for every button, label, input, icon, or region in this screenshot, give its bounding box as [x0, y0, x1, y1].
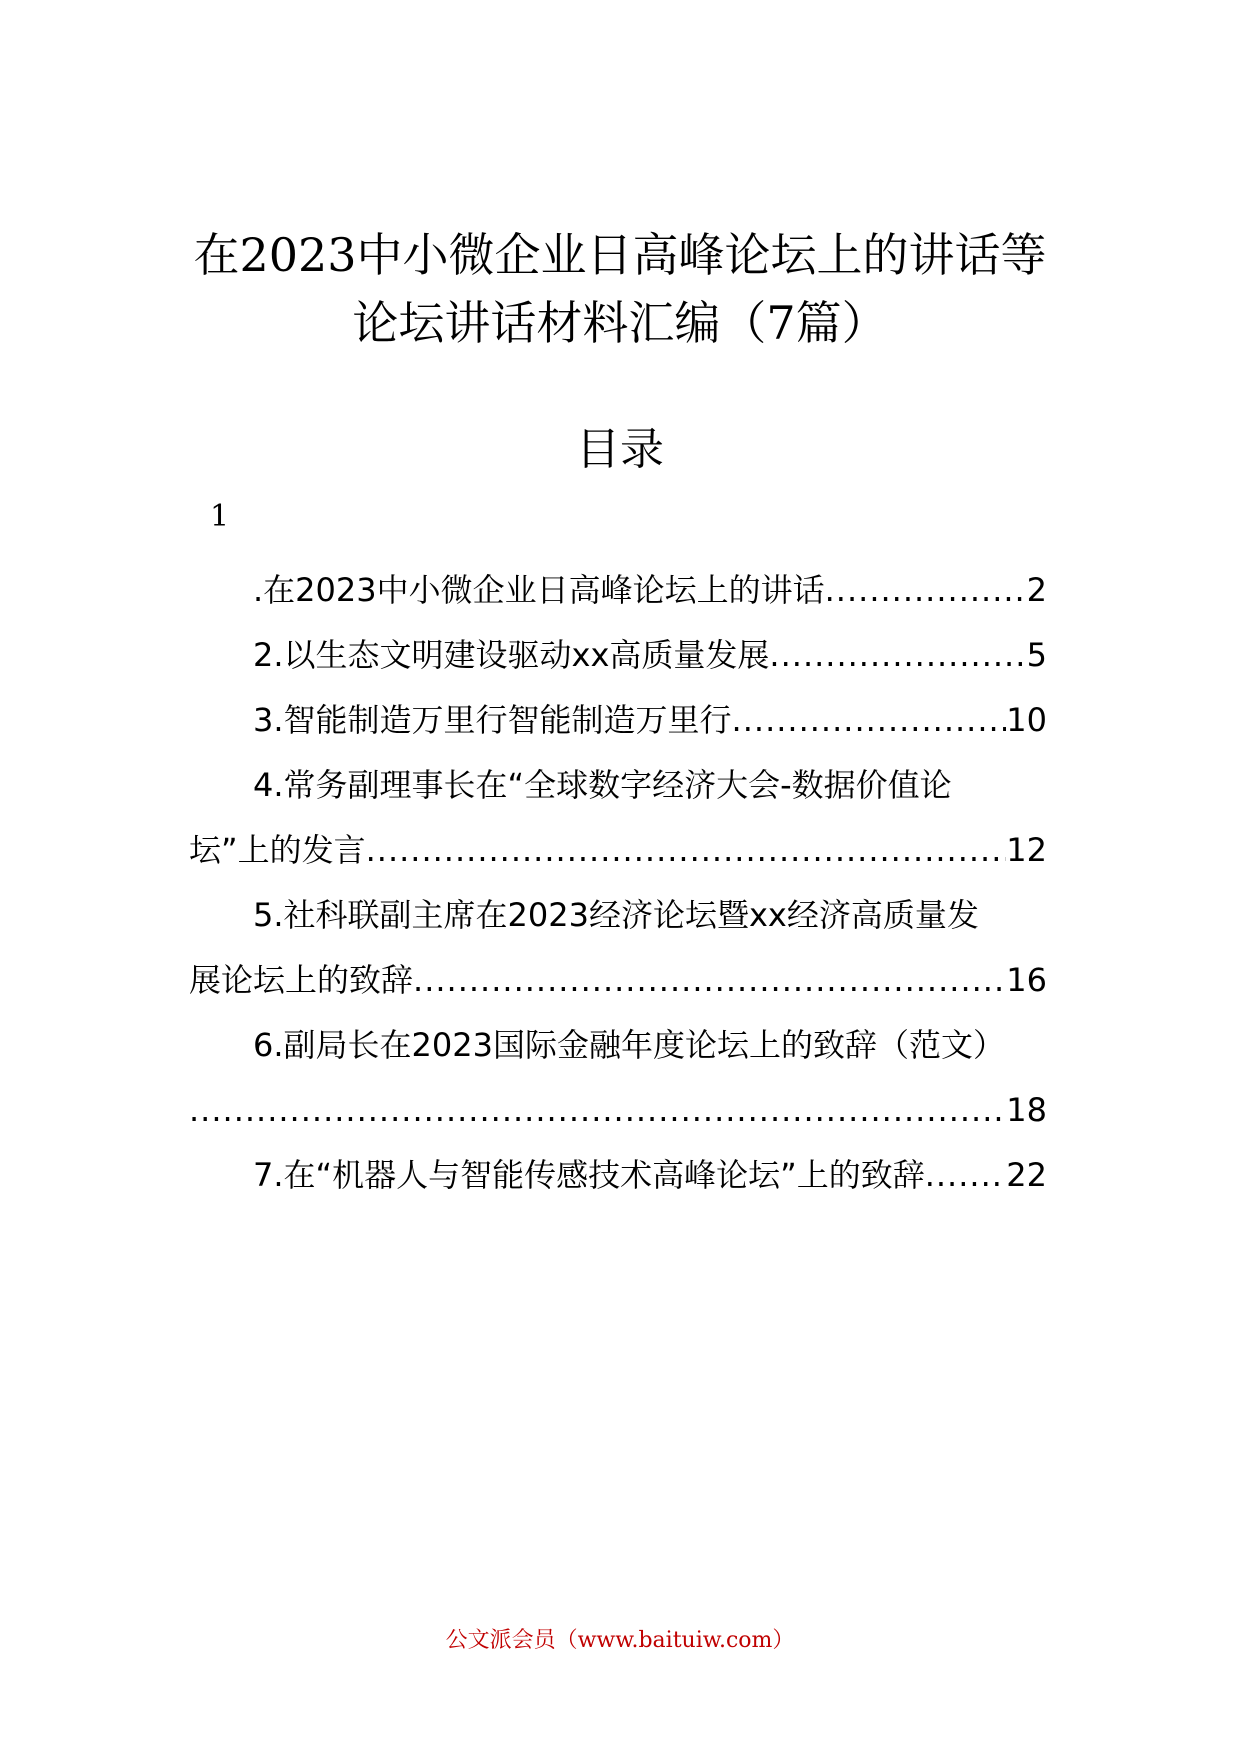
toc-entry-title: 5.社科联副主席在2023经济论坛暨xx经济高质量发 [253, 896, 979, 934]
document-title-line-1: 在2023中小微企业日高峰论坛上的讲话等 [193, 228, 1047, 282]
toc-entry-7[interactable] [189, 1143, 1047, 1208]
toc-page-number: 2 [1026, 571, 1047, 609]
toc-leader-dots [366, 818, 1007, 883]
toc-leader-dots [769, 623, 1026, 688]
toc-page-number: 16 [1006, 961, 1047, 999]
stray-page-number: 1 [210, 499, 230, 534]
toc-entry-title: .在2023中小微企业日高峰论坛上的讲话 [253, 571, 825, 609]
toc-heading: 目录 [576, 424, 664, 475]
toc-leader-dots [413, 948, 1006, 1013]
toc-page-number: 10 [1006, 701, 1047, 739]
toc-entry-title: 3.智能制造万里行智能制造万里行 [253, 701, 732, 739]
toc-entry-title: 6.副局长在2023国际金融年度论坛上的致辞（范文） [253, 1026, 1005, 1064]
toc-entry-title: 4.常务副理事长在“全球数字经济大会-数据价值论 [253, 766, 952, 804]
toc-entry-1[interactable] [189, 558, 1047, 623]
table-of-contents [189, 558, 1047, 1208]
footer-watermark: 公文派会员（www.baituiw.com） [445, 1628, 795, 1653]
toc-entry-4[interactable] [189, 753, 1047, 883]
toc-leader-dots [925, 1143, 1007, 1208]
toc-leader-dots [825, 558, 1027, 623]
toc-entry-title: 2.以生态文明建设驱动xx高质量发展 [253, 636, 770, 674]
toc-entry-3[interactable] [189, 688, 1047, 753]
document-title-line-2: 论坛讲话材料汇编（7篇） [352, 296, 888, 350]
toc-entry-5[interactable] [189, 883, 1047, 1013]
toc-leader-dots [189, 1078, 1006, 1143]
toc-leader-dots [732, 688, 1007, 753]
toc-entry-6[interactable] [189, 1013, 1047, 1143]
toc-entry-title: 7.在“机器人与智能传感技术高峰论坛”上的致辞 [253, 1156, 925, 1194]
toc-page-number: 18 [1006, 1091, 1047, 1129]
toc-page-number: 5 [1026, 636, 1047, 674]
toc-entry-2[interactable] [189, 623, 1047, 688]
toc-entry-title-continued: 坛”上的发言 [189, 831, 366, 869]
toc-entry-title-continued: 展论坛上的致辞 [189, 961, 414, 999]
toc-page-number: 22 [1006, 1156, 1047, 1194]
toc-page-number: 12 [1006, 831, 1047, 869]
